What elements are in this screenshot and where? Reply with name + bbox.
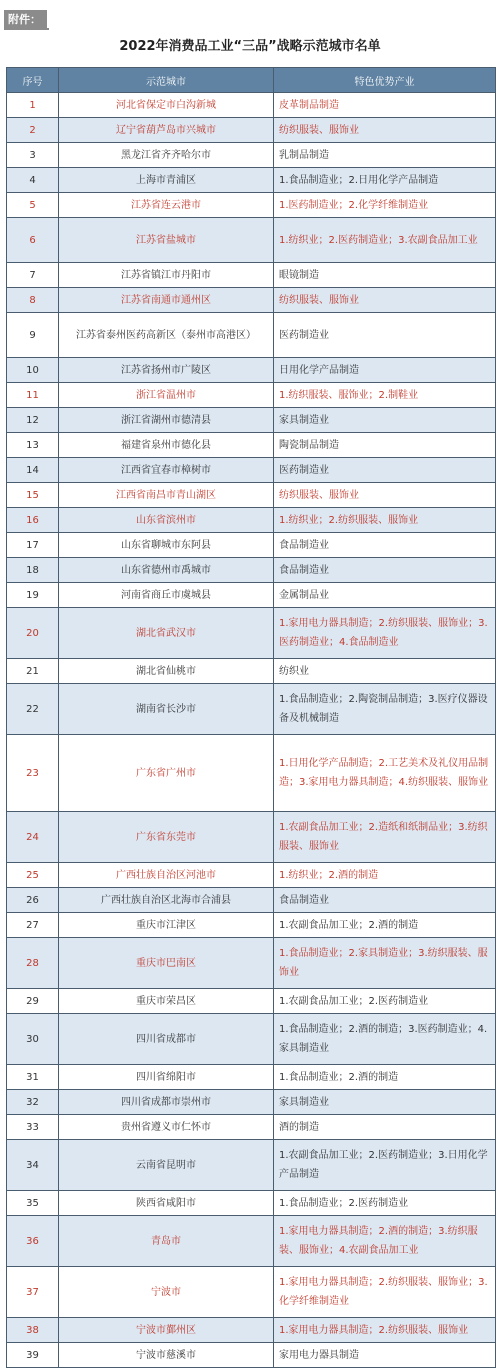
table-row — [7, 533, 496, 558]
table-row — [7, 1318, 496, 1343]
row-number: 26 — [7, 888, 59, 913]
row-number: 33 — [7, 1115, 59, 1140]
table-row — [7, 483, 496, 508]
row-city: 江苏省连云港市 — [59, 193, 274, 218]
row-industry: 酒的制造 — [274, 1115, 496, 1140]
row-city: 重庆市巴南区 — [59, 938, 274, 989]
row-number: 21 — [7, 659, 59, 684]
table-row — [7, 93, 496, 118]
table-row — [7, 118, 496, 143]
row-number: 9 — [7, 313, 59, 358]
table-row — [7, 583, 496, 608]
row-number: 5 — [7, 193, 59, 218]
row-city: 江苏省盐城市 — [59, 218, 274, 263]
row-city: 辽宁省葫芦岛市兴城市 — [59, 118, 274, 143]
row-number: 1 — [7, 93, 59, 118]
row-city: 青岛市 — [59, 1216, 274, 1267]
table-row — [7, 863, 496, 888]
row-city: 重庆市江津区 — [59, 913, 274, 938]
row-industry: 皮革制品制造 — [274, 93, 496, 118]
table-row — [7, 913, 496, 938]
row-industry: 1.食品制造业；2.陶瓷制品制造；3.医疗仪器设备及机械制造 — [274, 684, 496, 735]
row-city: 江苏省南通市通州区 — [59, 288, 274, 313]
table-row — [7, 888, 496, 913]
row-industry: 食品制造业 — [274, 888, 496, 913]
table-row — [7, 1014, 496, 1065]
column-header-industry: 特色优势产业 — [274, 68, 496, 93]
row-city: 山东省聊城市东阿县 — [59, 533, 274, 558]
table-row — [7, 408, 496, 433]
row-industry: 1.家用电力器具制造；2.酒的制造；3.纺织服装、服饰业；4.农副食品加工业 — [274, 1216, 496, 1267]
row-industry: 1.日用化学产品制造；2.工艺美术及礼仪用品制造；3.家用电力器具制造；4.纺织服装、服饰业 — [274, 735, 496, 812]
row-number: 38 — [7, 1318, 59, 1343]
row-city: 河北省保定市白沟新城 — [59, 93, 274, 118]
row-city: 江苏省泰州医药高新区（泰州市高港区） — [59, 313, 274, 358]
row-industry: 家具制造业 — [274, 1090, 496, 1115]
row-city: 广东省广州市 — [59, 735, 274, 812]
row-number: 22 — [7, 684, 59, 735]
row-industry: 1.农副食品加工业；2.酒的制造 — [274, 913, 496, 938]
row-number: 10 — [7, 358, 59, 383]
table-row — [7, 433, 496, 458]
table-row — [7, 1343, 496, 1368]
table-row — [7, 383, 496, 408]
row-industry: 1.食品制造业；2.酒的制造；3.医药制造业；4.家具制造业 — [274, 1014, 496, 1065]
row-city: 陕西省咸阳市 — [59, 1191, 274, 1216]
table-row — [7, 218, 496, 263]
row-city: 四川省成都市 — [59, 1014, 274, 1065]
row-industry: 陶瓷制品制造 — [274, 433, 496, 458]
row-number: 18 — [7, 558, 59, 583]
row-city: 湖南省长沙市 — [59, 684, 274, 735]
row-city: 湖北省武汉市 — [59, 608, 274, 659]
row-number: 39 — [7, 1343, 59, 1368]
row-industry: 1.纺织服装、服饰业；2.制鞋业 — [274, 383, 496, 408]
row-industry: 1.纺织业；2.医药制造业；3.农副食品加工业 — [274, 218, 496, 263]
row-number: 13 — [7, 433, 59, 458]
row-city: 云南省昆明市 — [59, 1140, 274, 1191]
table-row — [7, 458, 496, 483]
table-row — [7, 558, 496, 583]
table-row — [7, 288, 496, 313]
row-number: 23 — [7, 735, 59, 812]
row-number: 31 — [7, 1065, 59, 1090]
row-number: 12 — [7, 408, 59, 433]
row-number: 11 — [7, 383, 59, 408]
row-number: 7 — [7, 263, 59, 288]
row-city: 重庆市荣昌区 — [59, 989, 274, 1014]
row-number: 8 — [7, 288, 59, 313]
table-row — [7, 659, 496, 684]
table-row — [7, 508, 496, 533]
row-city: 宁波市鄞州区 — [59, 1318, 274, 1343]
row-industry: 医药制造业 — [274, 313, 496, 358]
row-city: 浙江省湖州市德清县 — [59, 408, 274, 433]
row-industry: 家用电力器具制造 — [274, 1343, 496, 1368]
row-industry: 金属制品业 — [274, 583, 496, 608]
row-city: 四川省成都市崇州市 — [59, 1090, 274, 1115]
row-industry: 食品制造业 — [274, 533, 496, 558]
row-number: 16 — [7, 508, 59, 533]
city-table — [6, 67, 496, 1368]
row-city: 广西壮族自治区北海市合浦县 — [59, 888, 274, 913]
table-row — [7, 1140, 496, 1191]
row-city: 贵州省遵义市仁怀市 — [59, 1115, 274, 1140]
table-row — [7, 1065, 496, 1090]
table-row — [7, 358, 496, 383]
row-industry: 纺织业 — [274, 659, 496, 684]
row-city: 河南省商丘市虞城县 — [59, 583, 274, 608]
row-industry: 乳制品制造 — [274, 143, 496, 168]
row-city: 江西省宜春市樟树市 — [59, 458, 274, 483]
table-row — [7, 143, 496, 168]
row-number: 29 — [7, 989, 59, 1014]
row-industry: 家具制造业 — [274, 408, 496, 433]
row-industry: 1.家用电力器具制造；2.纺织服装、服饰业；3.化学纤维制造业 — [274, 1267, 496, 1318]
attachment-badge: 附件： — [4, 10, 47, 29]
row-industry: 纺织服装、服饰业 — [274, 288, 496, 313]
row-industry: 1.纺织业；2.纺织服装、服饰业 — [274, 508, 496, 533]
row-city: 宁波市慈溪市 — [59, 1343, 274, 1368]
row-industry: 1.食品制造业；2.医药制造业 — [274, 1191, 496, 1216]
table-row — [7, 1267, 496, 1318]
row-number: 2 — [7, 118, 59, 143]
row-city: 江西省南昌市青山湖区 — [59, 483, 274, 508]
row-industry: 1.食品制造业；2.日用化学产品制造 — [274, 168, 496, 193]
row-industry: 医药制造业 — [274, 458, 496, 483]
row-number: 19 — [7, 583, 59, 608]
table-row — [7, 1090, 496, 1115]
table-row — [7, 812, 496, 863]
row-number: 30 — [7, 1014, 59, 1065]
row-city: 福建省泉州市德化县 — [59, 433, 274, 458]
table-row — [7, 1115, 496, 1140]
row-number: 32 — [7, 1090, 59, 1115]
table-row — [7, 938, 496, 989]
row-city: 四川省绵阳市 — [59, 1065, 274, 1090]
row-industry: 1.家用电力器具制造；2.纺织服装、服饰业；3.医药制造业；4.食品制造业 — [274, 608, 496, 659]
row-city: 山东省滨州市 — [59, 508, 274, 533]
table-row — [7, 989, 496, 1014]
row-industry: 眼镜制造 — [274, 263, 496, 288]
row-industry: 1.食品制造业；2.酒的制造 — [274, 1065, 496, 1090]
table-row — [7, 263, 496, 288]
row-number: 15 — [7, 483, 59, 508]
table-row — [7, 735, 496, 812]
badge-underline — [4, 28, 49, 30]
column-header-city: 示范城市 — [59, 68, 274, 93]
row-number: 27 — [7, 913, 59, 938]
row-industry: 纺织服装、服饰业 — [274, 483, 496, 508]
row-number: 14 — [7, 458, 59, 483]
table-row — [7, 608, 496, 659]
table-row — [7, 1216, 496, 1267]
table-body — [7, 93, 496, 1368]
row-industry: 1.家用电力器具制造；2.纺织服装、服饰业 — [274, 1318, 496, 1343]
row-number: 24 — [7, 812, 59, 863]
row-industry: 纺织服装、服饰业 — [274, 118, 496, 143]
row-city: 黑龙江省齐齐哈尔市 — [59, 143, 274, 168]
row-number: 36 — [7, 1216, 59, 1267]
row-industry: 1.医药制造业；2.化学纤维制造业 — [274, 193, 496, 218]
row-city: 上海市青浦区 — [59, 168, 274, 193]
row-number: 37 — [7, 1267, 59, 1318]
row-city: 浙江省温州市 — [59, 383, 274, 408]
row-number: 28 — [7, 938, 59, 989]
row-number: 4 — [7, 168, 59, 193]
row-industry: 日用化学产品制造 — [274, 358, 496, 383]
page-title: 2022年消费品工业“三品”战略示范城市名单 — [119, 39, 381, 54]
row-number: 3 — [7, 143, 59, 168]
table-row — [7, 684, 496, 735]
table-row — [7, 1191, 496, 1216]
row-city: 宁波市 — [59, 1267, 274, 1318]
row-industry: 1.纺织业；2.酒的制造 — [274, 863, 496, 888]
row-number: 6 — [7, 218, 59, 263]
row-number: 34 — [7, 1140, 59, 1191]
row-city: 湖北省仙桃市 — [59, 659, 274, 684]
row-industry: 1.农副食品加工业；2.医药制造业 — [274, 989, 496, 1014]
column-header-no: 序号 — [7, 68, 59, 93]
row-city: 江苏省扬州市广陵区 — [59, 358, 274, 383]
row-number: 25 — [7, 863, 59, 888]
row-industry: 食品制造业 — [274, 558, 496, 583]
table-header — [7, 68, 496, 93]
table-row — [7, 168, 496, 193]
row-number: 35 — [7, 1191, 59, 1216]
row-industry: 1.农副食品加工业；2.造纸和纸制品业；3.纺织服装、服饰业 — [274, 812, 496, 863]
row-city: 江苏省镇江市丹阳市 — [59, 263, 274, 288]
row-city: 广西壮族自治区河池市 — [59, 863, 274, 888]
row-number: 20 — [7, 608, 59, 659]
row-number: 17 — [7, 533, 59, 558]
table-row — [7, 313, 496, 358]
row-industry: 1.食品制造业；2.家具制造业；3.纺织服装、服饰业 — [274, 938, 496, 989]
row-industry: 1.农副食品加工业；2.医药制造业；3.日用化学产品制造 — [274, 1140, 496, 1191]
row-city: 山东省德州市禹城市 — [59, 558, 274, 583]
row-city: 广东省东莞市 — [59, 812, 274, 863]
table-row — [7, 193, 496, 218]
